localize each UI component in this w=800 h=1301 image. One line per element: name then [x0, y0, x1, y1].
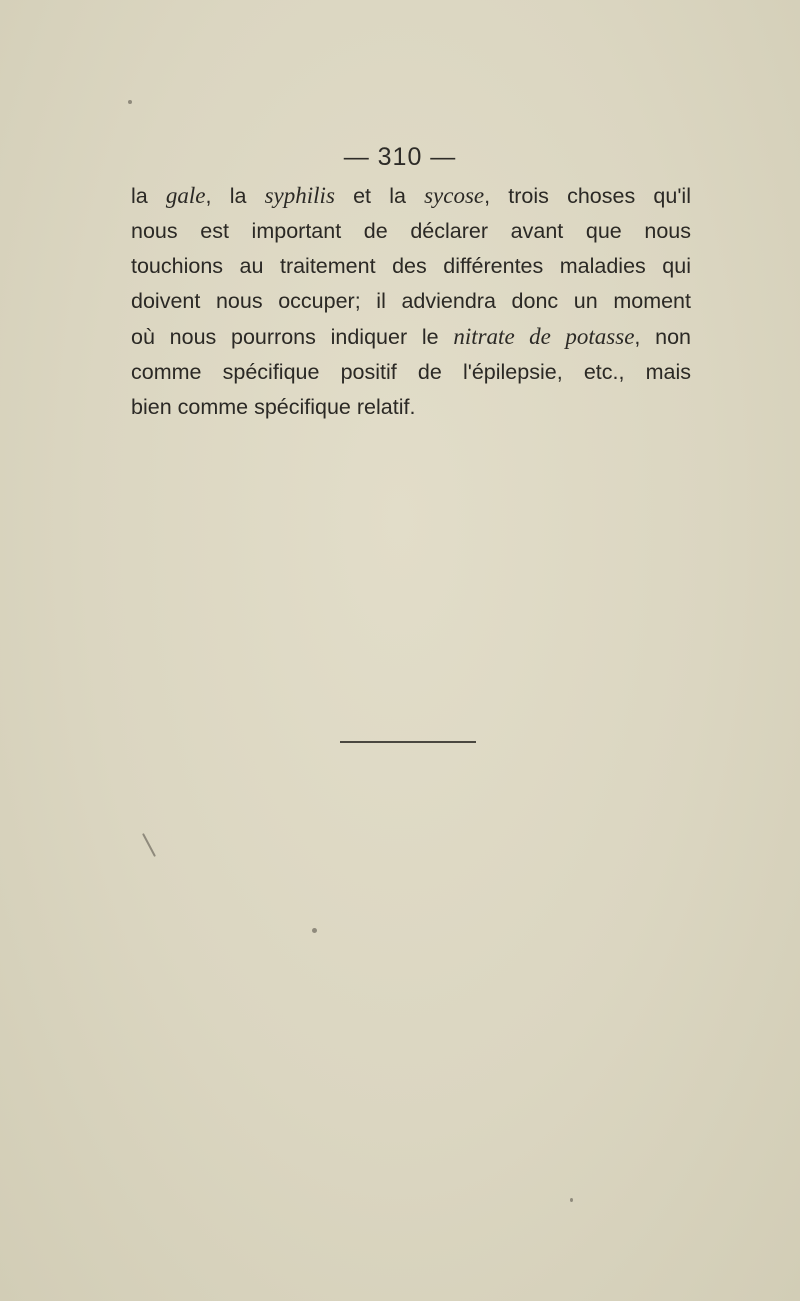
paper-speck [312, 928, 317, 933]
section-divider [340, 741, 476, 743]
italic-term: nitrate de potasse [453, 324, 635, 349]
text-line [131, 214, 691, 249]
text-segment: où nous pourrons indiquer le [131, 325, 454, 349]
text-segment: et la [334, 184, 425, 208]
text-segment: nous est important de déclarer avant que nous [131, 219, 691, 243]
text-segment: doivent nous occuper; il adviendra donc un moment [131, 289, 691, 313]
text-segment: , non [634, 325, 691, 349]
page-number: — 310 — [343, 143, 457, 171]
text-line [131, 355, 691, 390]
italic-term: gale [165, 183, 206, 208]
text-line [131, 284, 691, 319]
text-line [131, 390, 691, 425]
paper-speck [128, 100, 132, 104]
text-segment: la [131, 184, 166, 208]
text-line [131, 319, 691, 355]
italic-term: syphilis [264, 183, 335, 208]
text-line [131, 178, 691, 214]
text-segment: , la [205, 184, 265, 208]
text-segment: , trois choses qu'il [484, 184, 691, 208]
paragraph [131, 178, 691, 425]
paper-speck [570, 1198, 573, 1202]
text-segment: bien comme spécifique relatif. [131, 395, 416, 419]
paper-speck [142, 833, 156, 857]
text-segment: comme spécifique positif de l'épilepsie, etc., mais [131, 360, 691, 384]
text-segment: touchions au traitement des différentes maladies qui [131, 254, 691, 278]
text-line [131, 249, 691, 284]
italic-term: sycose [424, 183, 485, 208]
